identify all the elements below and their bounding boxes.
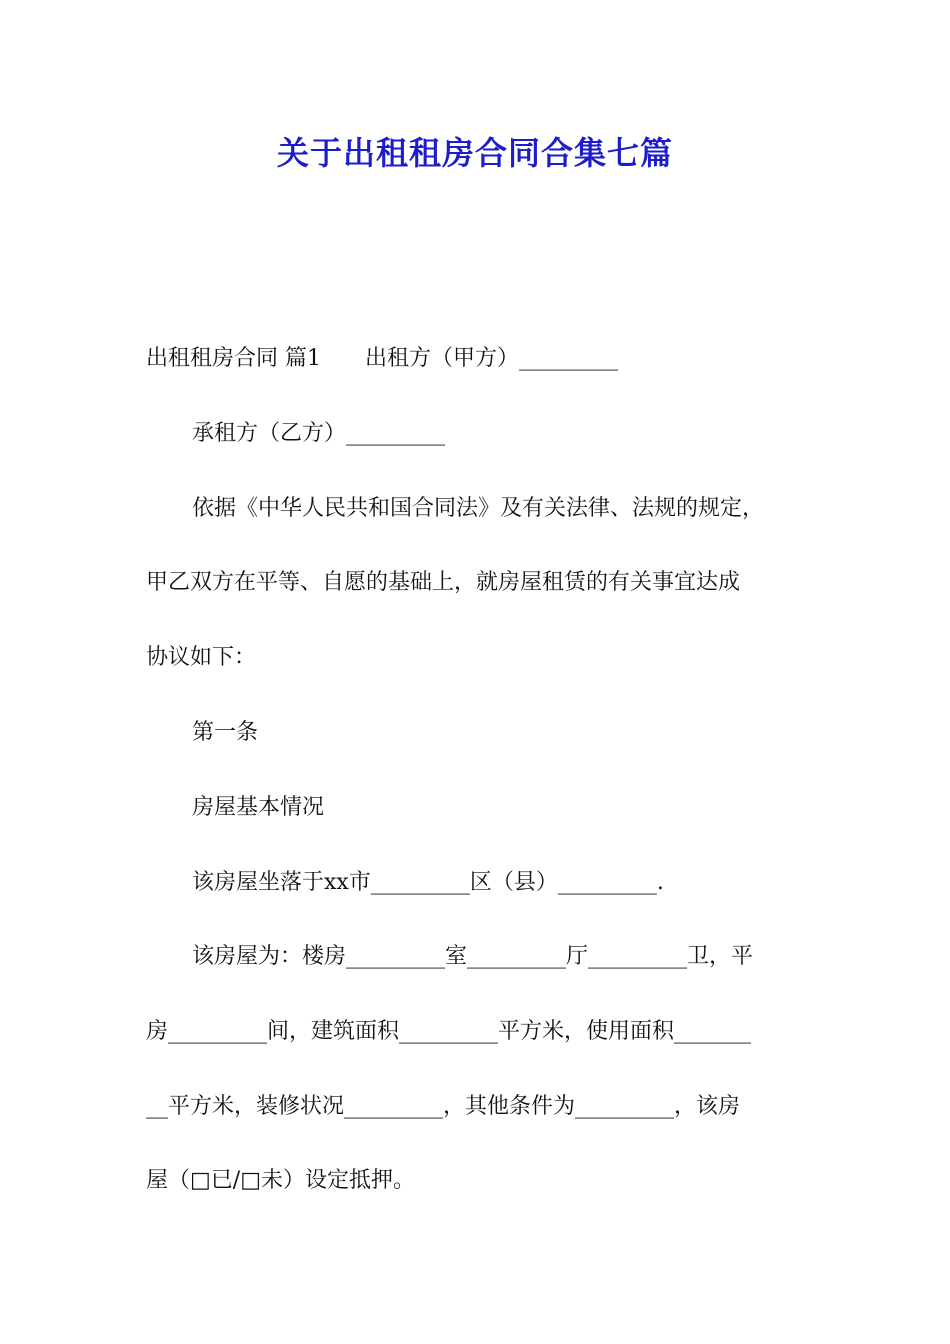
paragraph-line: 该房屋为：楼房_________室_________厅_________卫，平	[192, 944, 754, 969]
paragraph-line: 该房屋坐落于xx市_________区（县）_________.	[192, 870, 664, 895]
contract-heading-line: 出租租房合同 篇1 出租方（甲方）_________	[146, 346, 618, 371]
paragraph-line: 甲乙双方在平等、自愿的基础上，就房屋租赁的有关事宜达成	[146, 570, 741, 595]
paragraph-line: 协议如下：	[146, 645, 257, 670]
paragraph-line: 屋（□已/□未）设定抵押。	[146, 1168, 415, 1193]
section-heading: 房屋基本情况	[192, 795, 325, 820]
document-title: 关于出租租房合同合集七篇	[276, 134, 673, 172]
paragraph-line: 依据《中华人民共和国合同法》及有关法律、法规的规定，	[192, 496, 765, 521]
article-heading: 第一条	[192, 720, 259, 745]
paragraph-line: 房_________间，建筑面积_________平方米，使用面积_______	[146, 1019, 752, 1044]
paragraph-line: __平方米，装修状况_________，其他条件为_________，该房	[146, 1094, 741, 1119]
lessee-line: 承租方（乙方）_________	[192, 421, 446, 446]
